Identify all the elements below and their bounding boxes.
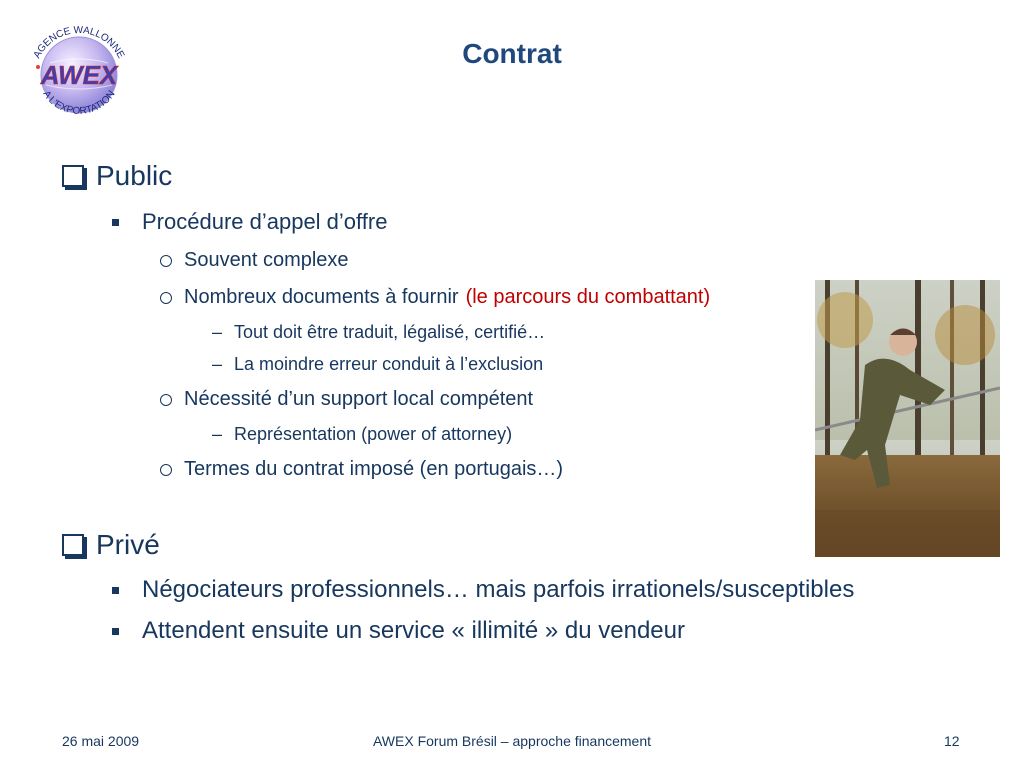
- section-heading: Public: [96, 160, 173, 191]
- svg-text:AGENCE WALLONNE: AGENCE WALLONNE: [31, 24, 127, 61]
- list-item: – Représentation (power of attorney): [212, 424, 513, 444]
- section-prive: [62, 529, 160, 561]
- obstacle-course-photo: [815, 280, 1000, 557]
- list-item: – Tout doit être traduit, légalisé, certifié…: [212, 322, 546, 342]
- circle-bullet-icon: [160, 464, 172, 476]
- circle-bullet-icon: [160, 292, 172, 304]
- list-item: Négociateurs professionnels… mais parfois irrationels/susceptibles: [112, 576, 854, 604]
- square-bullet-icon: [112, 219, 119, 226]
- list-item: Termes du contrat imposé (en portugais…): [160, 458, 563, 481]
- list-item: Nécessité d’un support local compétent: [160, 388, 533, 411]
- highlight-text: (le parcours du combattant): [465, 286, 711, 308]
- list-item: Attendent ensuite un service « illimité » du vendeur: [112, 617, 685, 645]
- section-public: [62, 160, 172, 192]
- circle-bullet-icon: [160, 394, 172, 406]
- circle-bullet-icon: [160, 255, 172, 267]
- checkbox-bullet-icon: [62, 165, 84, 187]
- globe-logo-icon: [20, 15, 138, 133]
- dash-bullet-icon: –: [212, 354, 223, 374]
- list-item: Souvent complexe: [160, 249, 349, 272]
- dash-bullet-icon: –: [212, 322, 223, 342]
- slide-title: Contrat: [462, 38, 562, 69]
- square-bullet-icon: [112, 628, 119, 635]
- list-item: Nombreux documents à fournir (le parcours du combattant): [160, 286, 710, 309]
- footer-page-number: 12: [944, 733, 960, 749]
- checkbox-bullet-icon: [62, 534, 84, 556]
- dash-bullet-icon: –: [212, 424, 223, 444]
- list-item: – La moindre erreur conduit à l’exclusion: [212, 354, 544, 374]
- svg-text:A L'EXPORTATION: A L'EXPORTATION: [40, 88, 118, 118]
- list-item: Procédure d’appel d’offre: [112, 209, 387, 235]
- logo-center-text: AWEX: [40, 60, 118, 90]
- awex-logo: [20, 15, 138, 133]
- footer-title: AWEX Forum Brésil – approche financement: [372, 733, 652, 749]
- square-bullet-icon: [112, 587, 119, 594]
- footer-date: 26 mai 2009: [62, 733, 140, 749]
- section-heading: Privé: [96, 529, 160, 560]
